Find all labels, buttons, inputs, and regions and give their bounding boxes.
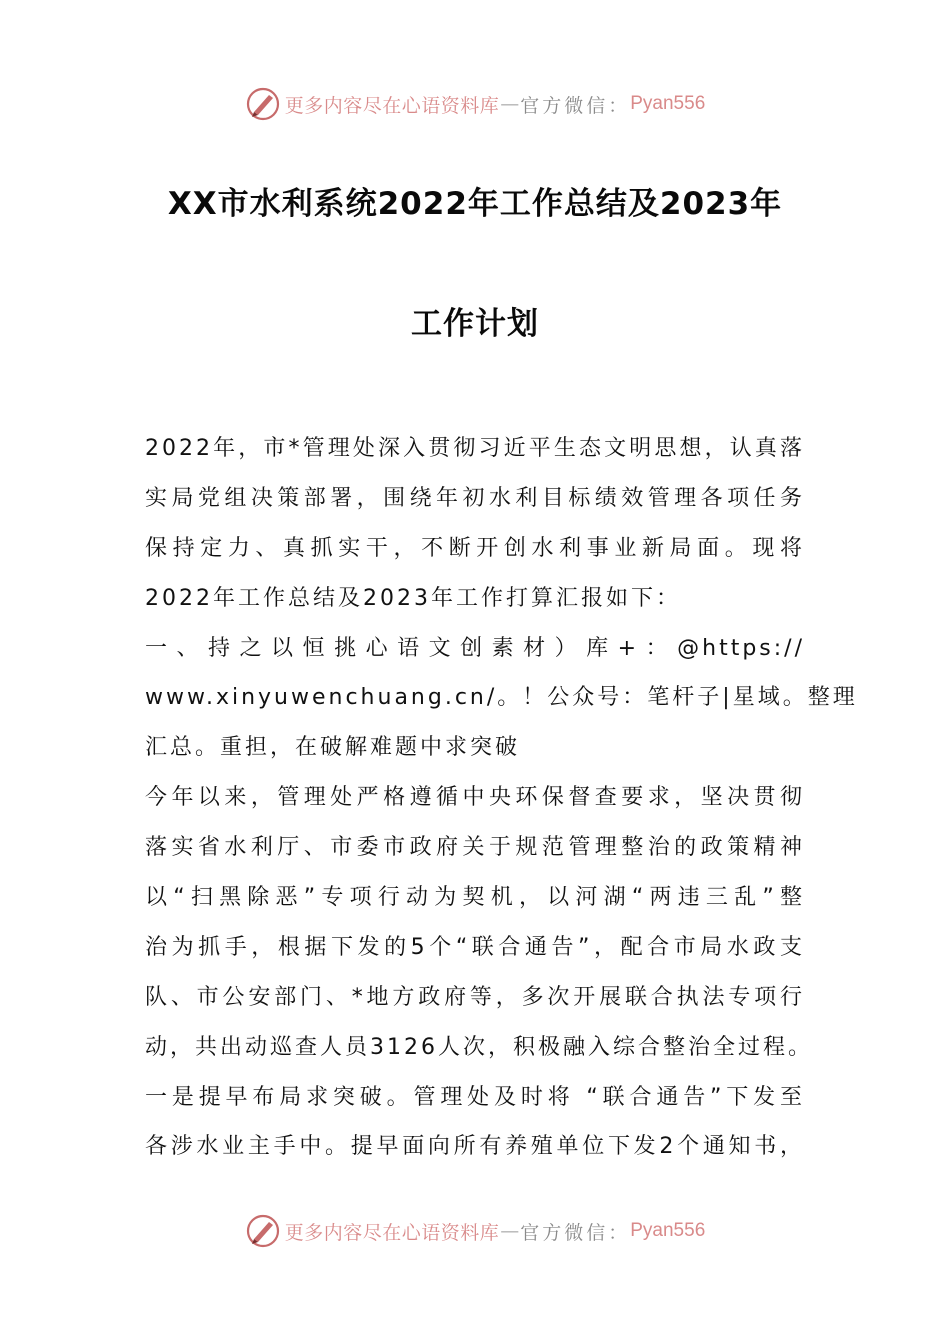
banner-wechat-id: Pyan556 (630, 1220, 706, 1241)
body-line: www.xinyuwenchuang.cn/。！公众号：笔杆子|星域。整理 (145, 685, 858, 711)
banner-separator: — (500, 93, 520, 115)
body-line: 2022年，市*管理处深入贯彻习近平生态文明思想，认真落 (145, 436, 805, 461)
banner-wechat-label: 官方微信： (520, 94, 631, 117)
pen-logo-icon (245, 86, 281, 122)
pen-logo-icon (245, 1213, 281, 1249)
body-line: 以“扫黑除恶”专项行动为契机，以河湖“两违三乱”整 (145, 885, 805, 911)
body-line: 保持定力、真抓实干，不断开创水利事业新局面。现将 (145, 535, 805, 561)
document-title-line-2: 工作计划 (411, 306, 539, 342)
body-line: 队、市公安部门、*地方政府等，多次开展联合执法专项行 (145, 984, 805, 1010)
banner-separator: — (500, 1220, 520, 1242)
body-line: 2022年工作总结及2023年工作打算汇报如下： (145, 585, 681, 611)
body-line: 动，共出动巡查人员3126人次，积极融入综合整治全过程。 (145, 1034, 813, 1060)
footer-banner (0, 1211, 950, 1251)
banner-wechat-label: 官方微信： (520, 1221, 631, 1244)
body-line: 落实省水利厅、市委市政府关于规范管理整治的政策精神 (145, 835, 805, 861)
body-line: 一是提早布局求突破。管理处及时将 “联合通告”下发至 (145, 1084, 805, 1110)
banner-text: 更多内容尽在心语资料库 (284, 94, 500, 117)
body-line: 汇总。重担，在破解难题中求突破 (145, 735, 521, 761)
document-title-line-1: XX市水利系统2022年工作总结及2023年 (167, 186, 783, 222)
banner-text: 更多内容尽在心语资料库 (284, 1221, 500, 1244)
document-body (145, 424, 858, 1172)
banner-wechat-id: Pyan556 (630, 93, 706, 114)
body-line: 各涉水业主手中。提早面向所有养殖单位下发2个通知书， (145, 1134, 805, 1160)
body-line: 治为抓手，根据下发的5个“联合通告”，配合市局水政支 (145, 934, 805, 960)
body-line: 今年以来，管理处严格遵循中央环保督查要求，坚决贯彻 (145, 785, 805, 811)
body-line: 一、持之以恒挑心语文创素材）库+：@https:// (145, 635, 805, 661)
body-line: 实局党组决策部署，围绕年初水利目标绩效管理各项任务 (145, 485, 805, 511)
header-banner (0, 84, 950, 124)
